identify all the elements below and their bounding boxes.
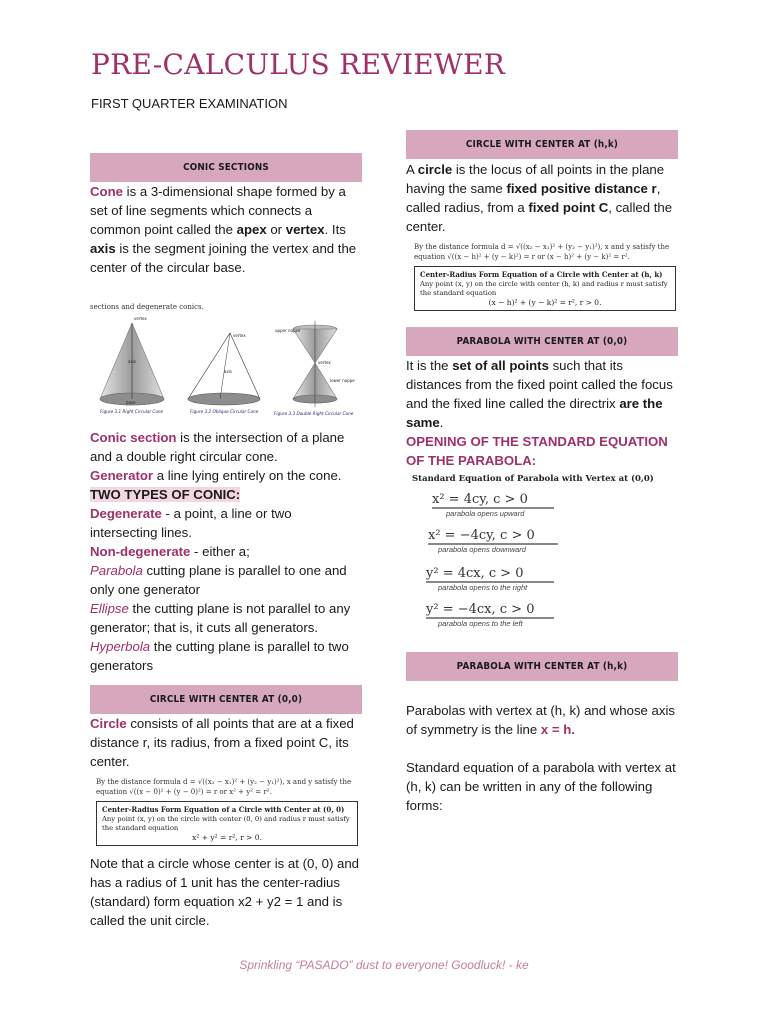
- eq-row-downward: x² = −4cy, c > 0 parabola opens downward: [428, 528, 674, 554]
- cone-paragraph: Cone is a 3-dimensional shape formed by a set of line segments which connects a common point called the apex or vertex. Its axis is the segment joining the vertex and the center of the circular base.: [90, 184, 357, 275]
- hk-equation-box: Center-Radius Form Equation of a Circle with Center at (h, k) Any point (x, y) on the circle with center (h, k) and radius r must satisfy the standard equation (x − h)² + (y − k)² = r², r > 0.: [414, 266, 676, 311]
- conic-sections-header: CONIC SECTIONS: [90, 153, 362, 182]
- svg-text:Figure 3.1 Right Circular Cone: Figure 3.1 Right Circular Cone: [100, 409, 164, 414]
- c00-formula-line-2: equation √((x − 0)² + (y − 0)²) = r or x² + y² = r².: [96, 788, 272, 796]
- svg-text:base: base: [126, 400, 136, 405]
- parabola-hk-header: PARABOLA WITH CENTER AT (h,k): [406, 652, 678, 681]
- parabola-hk-vertex-text: Parabolas with vertex at (h, k) and whose axis of symmetry is the line x = h.: [406, 703, 676, 737]
- svg-text:vertex: vertex: [134, 316, 147, 321]
- two-types-heading: TWO TYPES OF CONIC:: [90, 487, 241, 502]
- svg-text:axis: axis: [128, 359, 137, 364]
- ellipse-definition: Ellipse the cutting plane is not parallel to any generator; that is, it cuts all generators.: [90, 601, 351, 635]
- svg-text:vertex: vertex: [318, 360, 331, 365]
- eq-row-right: y² = 4cx, c > 0 parabola opens to the right: [426, 566, 674, 592]
- figure-caption-top: sections and degenerate conics.: [90, 303, 204, 311]
- cone-term: Cone: [90, 184, 123, 199]
- eq-row-left: y² = −4cx, c > 0 parabola opens to the left: [426, 602, 674, 628]
- cone-figures: [90, 303, 362, 419]
- conic-section-definition: Conic section is the intersection of a plane and a double right circular cone.: [90, 430, 345, 464]
- parabola-hk-forms-text: Standard equation of a parabola with vertex at (h, k) can be written in any of the following forms:: [406, 760, 676, 813]
- parabola-00-header: PARABOLA WITH CENTER AT (0,0): [406, 327, 678, 356]
- degenerate-definition: Degenerate - a point, a line or two intersecting lines.: [90, 506, 292, 540]
- opening-title: OPENING OF THE STANDARD EQUATION OF THE PARABOLA:: [406, 434, 668, 468]
- circle-hk-header: CIRCLE WITH CENTER AT (h,k): [406, 130, 678, 159]
- parabola-equations-figure: Standard Equation of Parabola with Vertex at (0,0) x² = 4cy, c > 0 parabola opens upward x² = −4cy, c > 0 parabola opens downward y² = 4cx, c > 0 parabola opens to the right y² = −4cx, c > 0 parabola opens to the left: [412, 474, 674, 628]
- right-column: [406, 130, 678, 815]
- page-subtitle: FIRST QUARTER EXAMINATION: [91, 96, 288, 111]
- oblique-cone-shape: [188, 333, 260, 399]
- svg-text:vertex: vertex: [233, 333, 246, 338]
- c00-formula-line-1: By the distance formula d = √((x₂ − x₁)² + (y₂ − y₁)²), x and y satisfy the: [96, 778, 352, 786]
- svg-text:Figure 3.3 Double Right Circul: Figure 3.3 Double Right Circular Cone: [274, 411, 354, 416]
- parabola-definition: Parabola cutting plane is parallel to one and only one generator: [90, 563, 347, 597]
- unit-circle-note: Note that a circle whose center is at (0, 0) and has a radius of 1 unit has the center-radius (standard) form equation x2 + y2 = 1 and is called the unit circle.: [90, 856, 360, 928]
- svg-text:lower nappe: lower nappe: [330, 378, 355, 383]
- generator-definition: Generator a line lying entirely on the cone.: [90, 468, 342, 483]
- page-title: PRE-CALCULUS REVIEWER: [91, 48, 506, 81]
- svg-text:Figure 3.2 Oblique Circular Co: Figure 3.2 Oblique Circular Cone: [190, 409, 259, 414]
- left-column: [90, 153, 362, 930]
- circle-hk-formula-figure: By the distance formula d = √((x₂ − x₁)² + (y₂ − y₁)²), x and y satisfy the equation √((x − h)² + (y − k)²) = r or (x − h)² + (y − k)² = r². Center-Radius Form Equation of a Circle with Center at (h, k) Any point (x, y) on the circle with center (h, k) and radius r must satisfy the standard equation (x − h)² + (y − k)² = r², r > 0.: [414, 242, 676, 311]
- circle-hk-definition: A circle is the locus of all points in the plane having the same fixed positive distance r, called radius, from a fixed point C, called the center.: [406, 162, 673, 234]
- svg-text:axis: axis: [224, 369, 233, 374]
- parabola-definition-right: It is the set of all points such that its distances from the fixed point called the focus and the fixed line called the directrix are the same.: [406, 358, 673, 430]
- nondegenerate-definition: Non-degenerate - either a;: [90, 544, 250, 559]
- cone-figures-svg: [90, 307, 362, 419]
- c00-equation-box: Center-Radius Form Equation of a Circle with Center at (0, 0) Any point (x, y) on the circle with center (0, 0) and radius r must satisfy the standard equation x² + y² = r², r > 0.: [96, 801, 358, 846]
- circle-definition: Circle consists of all points that are at a fixed distance r, its radius, from a fixed point C, its center.: [90, 716, 354, 769]
- circle-00-header: CIRCLE WITH CENTER AT (0,0): [90, 685, 362, 714]
- circle-00-formula-figure: [96, 777, 358, 846]
- svg-text:upper nappe: upper nappe: [275, 328, 301, 333]
- hyperbola-definition: Hyperbola the cutting plane is parallel to two generators: [90, 639, 349, 673]
- footer-note: Sprinkling “PASADO” dust to everyone! Goodluck! - ke: [239, 958, 529, 972]
- eq-row-upward: x² = 4cy, c > 0 parabola opens upward: [432, 492, 674, 518]
